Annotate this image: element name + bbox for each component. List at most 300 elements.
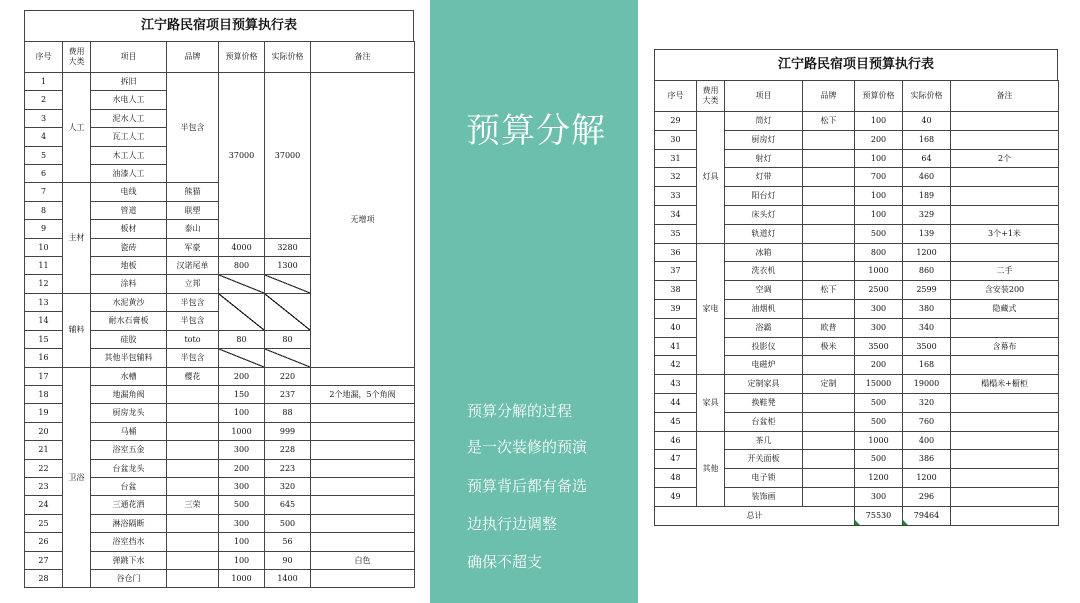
note-cell [311, 404, 415, 422]
item-cell: 油烟机 [725, 299, 803, 318]
actual-cell: 500 [265, 514, 311, 532]
budget-cell: 300 [219, 514, 265, 532]
row-number: 27 [25, 551, 63, 569]
brand-cell: 泰山 [167, 220, 219, 238]
item-cell: 板材 [91, 220, 167, 238]
item-cell: 电磁炉 [725, 356, 803, 375]
item-cell: 耐水石膏板 [91, 312, 167, 330]
item-cell: 定制家具 [725, 375, 803, 394]
actual-cell: 329 [903, 205, 951, 224]
note-cell [311, 496, 415, 514]
note-cell: 2个地漏，5个角阀 [311, 385, 415, 403]
slashed-empty-cell [219, 293, 265, 330]
actual-cell: 645 [265, 496, 311, 514]
note-cell [951, 412, 1059, 431]
row-number: 45 [655, 412, 697, 431]
header-note: 备注 [951, 81, 1059, 112]
note-cell [951, 130, 1059, 149]
brand-cell: 半包含 [167, 73, 219, 183]
brand-cell: 半包含 [167, 312, 219, 330]
brand-cell [167, 514, 219, 532]
budget-cell: 100 [219, 533, 265, 551]
row-number: 41 [655, 337, 697, 356]
actual-cell: 400 [903, 431, 951, 450]
item-cell: 水电人工 [91, 91, 167, 109]
budget-cell: 100 [855, 149, 903, 168]
row-number: 10 [25, 238, 63, 256]
category-cell: 家电 [697, 243, 725, 375]
brand-cell: 定制 [803, 375, 855, 394]
actual-cell: 1200 [903, 243, 951, 262]
right-budget-sheet [654, 49, 1058, 526]
item-cell: 瓦工人工 [91, 128, 167, 146]
budget-cell: 4000 [219, 238, 265, 256]
item-cell: 射灯 [725, 149, 803, 168]
actual-cell: 1400 [265, 569, 311, 587]
header-no: 序号 [655, 81, 697, 112]
brand-cell: 半包含 [167, 293, 219, 311]
brand-cell [803, 205, 855, 224]
left-budget-table [24, 41, 415, 588]
row-number: 4 [25, 128, 63, 146]
brand-cell: 松下 [803, 281, 855, 300]
row-number: 25 [25, 514, 63, 532]
header-budget: 预算价格 [855, 81, 903, 112]
budget-cell: 100 [219, 551, 265, 569]
row-number: 3 [25, 109, 63, 127]
brand-cell: 联塑 [167, 201, 219, 219]
budget-cell: 700 [855, 168, 903, 187]
panel-line: 边执行边调整 [467, 515, 558, 533]
budget-cell: 200 [219, 459, 265, 477]
note-cell: 含安装200 [951, 281, 1059, 300]
brand-cell [167, 569, 219, 587]
row-number: 11 [25, 257, 63, 275]
note-cell: 白色 [311, 551, 415, 569]
row-number: 44 [655, 393, 697, 412]
row-number: 2 [25, 91, 63, 109]
brand-cell [803, 149, 855, 168]
item-cell: 浴室五金 [91, 441, 167, 459]
item-cell: 厨房龙头 [91, 404, 167, 422]
row-number: 1 [25, 73, 63, 91]
brand-cell [803, 487, 855, 506]
category-cell: 其他 [697, 431, 725, 506]
brand-cell [167, 422, 219, 440]
row-number: 17 [25, 367, 63, 385]
item-cell: 洗衣机 [725, 262, 803, 281]
actual-cell: 220 [265, 367, 311, 385]
note-cell: 3个+1米 [951, 224, 1059, 243]
budget-cell: 3500 [855, 337, 903, 356]
budget-cell: 500 [855, 450, 903, 469]
row-number: 39 [655, 299, 697, 318]
row-number: 36 [655, 243, 697, 262]
item-cell: 开关面板 [725, 450, 803, 469]
actual-cell: 340 [903, 318, 951, 337]
budget-cell: 500 [219, 496, 265, 514]
actual-cell: 40 [903, 112, 951, 131]
budget-cell: 300 [855, 299, 903, 318]
budget-cell: 300 [855, 487, 903, 506]
header-note: 备注 [311, 42, 415, 73]
header-brand: 品牌 [803, 81, 855, 112]
item-cell: 台盆 [91, 477, 167, 495]
actual-cell: 3500 [903, 337, 951, 356]
note-cell: 含幕布 [951, 337, 1059, 356]
row-number: 31 [655, 149, 697, 168]
table-row [655, 375, 1059, 394]
category-cell: 灯具 [697, 112, 725, 244]
row-number: 48 [655, 469, 697, 488]
actual-cell: 139 [903, 224, 951, 243]
brand-cell [167, 404, 219, 422]
row-number: 49 [655, 487, 697, 506]
note-cell: 二手 [951, 262, 1059, 281]
item-cell: 马桶 [91, 422, 167, 440]
item-cell: 厨房灯 [725, 130, 803, 149]
actual-cell: 64 [903, 149, 951, 168]
summary-panel [430, 0, 638, 603]
brand-cell [167, 459, 219, 477]
brand-cell [167, 551, 219, 569]
item-cell: 台盆柜 [725, 412, 803, 431]
item-cell: 茶几 [725, 431, 803, 450]
slashed-empty-cell [219, 275, 265, 293]
budget-cell: 1000 [855, 262, 903, 281]
row-number: 37 [655, 262, 697, 281]
brand-cell: 松下 [803, 112, 855, 131]
actual-cell: 1200 [903, 469, 951, 488]
brand-cell [803, 393, 855, 412]
row-number: 23 [25, 477, 63, 495]
item-cell: 灯带 [725, 168, 803, 187]
item-cell: 涂料 [91, 275, 167, 293]
item-cell: 泥水人工 [91, 109, 167, 127]
note-cell [311, 367, 415, 385]
item-cell: 拆旧 [91, 73, 167, 91]
actual-cell: 237 [265, 385, 311, 403]
note-cell [311, 422, 415, 440]
note-cell [951, 450, 1059, 469]
row-number: 30 [655, 130, 697, 149]
item-cell: 地漏角阀 [91, 385, 167, 403]
row-number: 19 [25, 404, 63, 422]
note-cell [951, 112, 1059, 131]
brand-cell: 立邦 [167, 275, 219, 293]
budget-cell: 300 [855, 318, 903, 337]
row-number: 40 [655, 318, 697, 337]
brand-cell: 欧普 [803, 318, 855, 337]
budget-cell: 800 [219, 257, 265, 275]
brand-cell: 汉诺尾单 [167, 257, 219, 275]
note-cell: 2个 [951, 149, 1059, 168]
note-cell [951, 243, 1059, 262]
item-cell: 电线 [91, 183, 167, 201]
left-budget-sheet [24, 10, 414, 588]
item-cell: 投影仪 [725, 337, 803, 356]
total-actual: 79464 [903, 506, 951, 525]
table-row [655, 112, 1059, 131]
slashed-empty-cell [265, 275, 311, 293]
budget-cell: 1000 [219, 569, 265, 587]
item-cell: 三通花洒 [91, 496, 167, 514]
item-cell: 筒灯 [725, 112, 803, 131]
row-number: 35 [655, 224, 697, 243]
budget-cell: 500 [855, 224, 903, 243]
item-cell: 床头灯 [725, 205, 803, 224]
brand-cell: 熊猫 [167, 183, 219, 201]
total-note [951, 506, 1059, 525]
row-number: 13 [25, 293, 63, 311]
note-cell: 隐藏式 [951, 299, 1059, 318]
item-cell: 弹跳下水 [91, 551, 167, 569]
item-cell: 空调 [725, 281, 803, 300]
actual-cell: 320 [903, 393, 951, 412]
row-number: 47 [655, 450, 697, 469]
table-row [25, 367, 415, 385]
actual-cell: 80 [265, 330, 311, 348]
note-cell [951, 469, 1059, 488]
table-header-row [25, 42, 415, 73]
brand-cell: toto [167, 330, 219, 348]
item-cell: 电子锁 [725, 469, 803, 488]
note-cell [311, 459, 415, 477]
actual-cell: 999 [265, 422, 311, 440]
row-number: 8 [25, 201, 63, 219]
header-budget: 预算价格 [219, 42, 265, 73]
brand-cell [803, 431, 855, 450]
note-cell [951, 431, 1059, 450]
row-number: 29 [655, 112, 697, 131]
row-number: 7 [25, 183, 63, 201]
item-cell: 淋浴隔断 [91, 514, 167, 532]
note-cell: 无增项 [311, 73, 415, 368]
row-number: 16 [25, 349, 63, 367]
brand-cell [803, 187, 855, 206]
budget-cell: 1000 [219, 422, 265, 440]
brand-cell: 军豪 [167, 238, 219, 256]
budget-cell: 500 [855, 412, 903, 431]
brand-cell [167, 533, 219, 551]
header-category: 费用大类 [63, 42, 91, 73]
panel-heading: 预算分解 [466, 111, 606, 151]
category-cell: 人工 [63, 73, 91, 183]
budget-cell: 15000 [855, 375, 903, 394]
header-actual: 实际价格 [265, 42, 311, 73]
slashed-empty-cell [265, 293, 311, 330]
item-cell: 谷仓门 [91, 569, 167, 587]
right-sheet-title: 江宁路民宿项目预算执行表 [654, 49, 1058, 80]
brand-cell: 极米 [803, 337, 855, 356]
row-number: 22 [25, 459, 63, 477]
item-cell: 油漆人工 [91, 165, 167, 183]
note-cell [951, 205, 1059, 224]
actual-cell: 56 [265, 533, 311, 551]
item-cell: 其他半包辅料 [91, 349, 167, 367]
row-number: 6 [25, 165, 63, 183]
item-cell: 浴室挡水 [91, 533, 167, 551]
actual-cell: 223 [265, 459, 311, 477]
row-number: 42 [655, 356, 697, 375]
total-label: 总计 [655, 506, 855, 525]
budget-cell: 300 [219, 441, 265, 459]
budget-cell: 200 [855, 130, 903, 149]
category-cell: 辅料 [63, 293, 91, 367]
brand-cell [167, 441, 219, 459]
budget-cell: 300 [219, 477, 265, 495]
actual-cell: 860 [903, 262, 951, 281]
item-cell: 木工人工 [91, 146, 167, 164]
item-cell: 冰箱 [725, 243, 803, 262]
actual-cell: 19000 [903, 375, 951, 394]
note-cell [951, 318, 1059, 337]
actual-cell: 168 [903, 356, 951, 375]
panel-line: 预算分解的过程 [467, 402, 573, 420]
item-cell: 台盆龙头 [91, 459, 167, 477]
left-sheet-title: 江宁路民宿项目预算执行表 [24, 10, 414, 41]
brand-cell [803, 130, 855, 149]
row-number: 18 [25, 385, 63, 403]
row-number: 21 [25, 441, 63, 459]
header-item: 项目 [91, 42, 167, 73]
budget-cell: 200 [855, 356, 903, 375]
actual-cell: 90 [265, 551, 311, 569]
budget-cell: 100 [219, 404, 265, 422]
category-cell: 家具 [697, 375, 725, 431]
budget-cell: 100 [855, 187, 903, 206]
actual-cell: 37000 [265, 73, 311, 239]
budget-cell: 100 [855, 112, 903, 131]
total-row [655, 506, 1059, 525]
right-budget-table [654, 80, 1059, 526]
note-cell [311, 477, 415, 495]
actual-cell: 386 [903, 450, 951, 469]
category-cell: 主材 [63, 183, 91, 293]
brand-cell [167, 385, 219, 403]
brand-cell [803, 299, 855, 318]
row-number: 43 [655, 375, 697, 394]
budget-cell: 2500 [855, 281, 903, 300]
note-cell [951, 168, 1059, 187]
actual-cell: 320 [265, 477, 311, 495]
row-number: 14 [25, 312, 63, 330]
row-number: 15 [25, 330, 63, 348]
panel-line: 预算背后都有备选 [467, 477, 588, 495]
budget-cell: 800 [855, 243, 903, 262]
actual-cell: 460 [903, 168, 951, 187]
actual-cell: 228 [265, 441, 311, 459]
item-cell: 装饰画 [725, 487, 803, 506]
brand-cell [803, 450, 855, 469]
brand-cell: 半包含 [167, 349, 219, 367]
note-cell [951, 187, 1059, 206]
table-header-row [655, 81, 1059, 112]
note-cell [311, 533, 415, 551]
brand-cell [803, 469, 855, 488]
slashed-empty-cell [219, 349, 265, 367]
brand-cell [167, 477, 219, 495]
item-cell: 地板 [91, 257, 167, 275]
brand-cell [803, 224, 855, 243]
budget-cell: 37000 [219, 73, 265, 239]
note-cell: 榻榻米+橱柜 [951, 375, 1059, 394]
row-number: 9 [25, 220, 63, 238]
row-number: 28 [25, 569, 63, 587]
header-brand: 品牌 [167, 42, 219, 73]
row-number: 38 [655, 281, 697, 300]
item-cell: 瓷砖 [91, 238, 167, 256]
actual-cell: 168 [903, 130, 951, 149]
header-category: 费用大类 [697, 81, 725, 112]
slashed-empty-cell [265, 349, 311, 367]
header-actual: 实际价格 [903, 81, 951, 112]
item-cell: 管道 [91, 201, 167, 219]
budget-cell: 500 [855, 393, 903, 412]
budget-cell: 1200 [855, 469, 903, 488]
actual-cell: 2599 [903, 281, 951, 300]
item-cell: 水槽 [91, 367, 167, 385]
item-cell: 换鞋凳 [725, 393, 803, 412]
total-budget: 75530 [855, 506, 903, 525]
row-number: 46 [655, 431, 697, 450]
actual-cell: 189 [903, 187, 951, 206]
table-row [655, 243, 1059, 262]
brand-cell [803, 356, 855, 375]
item-cell: 轨道灯 [725, 224, 803, 243]
brand-cell [803, 168, 855, 187]
budget-cell: 200 [219, 367, 265, 385]
brand-cell: 樱花 [167, 367, 219, 385]
note-cell [311, 569, 415, 587]
actual-cell: 3280 [265, 238, 311, 256]
row-number: 5 [25, 146, 63, 164]
row-number: 34 [655, 205, 697, 224]
actual-cell: 380 [903, 299, 951, 318]
panel-line: 确保不超支 [467, 553, 543, 571]
actual-cell: 760 [903, 412, 951, 431]
item-cell: 阳台灯 [725, 187, 803, 206]
actual-cell: 1300 [265, 257, 311, 275]
note-cell [311, 441, 415, 459]
brand-cell: 三荣 [167, 496, 219, 514]
brand-cell [803, 412, 855, 431]
header-no: 序号 [25, 42, 63, 73]
budget-cell: 1000 [855, 431, 903, 450]
header-item: 项目 [725, 81, 803, 112]
item-cell: 水泥黄沙 [91, 293, 167, 311]
budget-cell: 150 [219, 385, 265, 403]
note-cell [951, 393, 1059, 412]
budget-cell: 100 [855, 205, 903, 224]
table-row [655, 431, 1059, 450]
budget-cell: 80 [219, 330, 265, 348]
row-number: 12 [25, 275, 63, 293]
row-number: 33 [655, 187, 697, 206]
actual-cell: 296 [903, 487, 951, 506]
brand-cell [803, 262, 855, 281]
item-cell: 浴霸 [725, 318, 803, 337]
row-number: 32 [655, 168, 697, 187]
actual-cell: 88 [265, 404, 311, 422]
category-cell: 卫浴 [63, 367, 91, 588]
panel-line: 是一次装修的预演 [467, 438, 588, 456]
row-number: 26 [25, 533, 63, 551]
note-cell [951, 487, 1059, 506]
note-cell [951, 356, 1059, 375]
note-cell [311, 514, 415, 532]
row-number: 24 [25, 496, 63, 514]
